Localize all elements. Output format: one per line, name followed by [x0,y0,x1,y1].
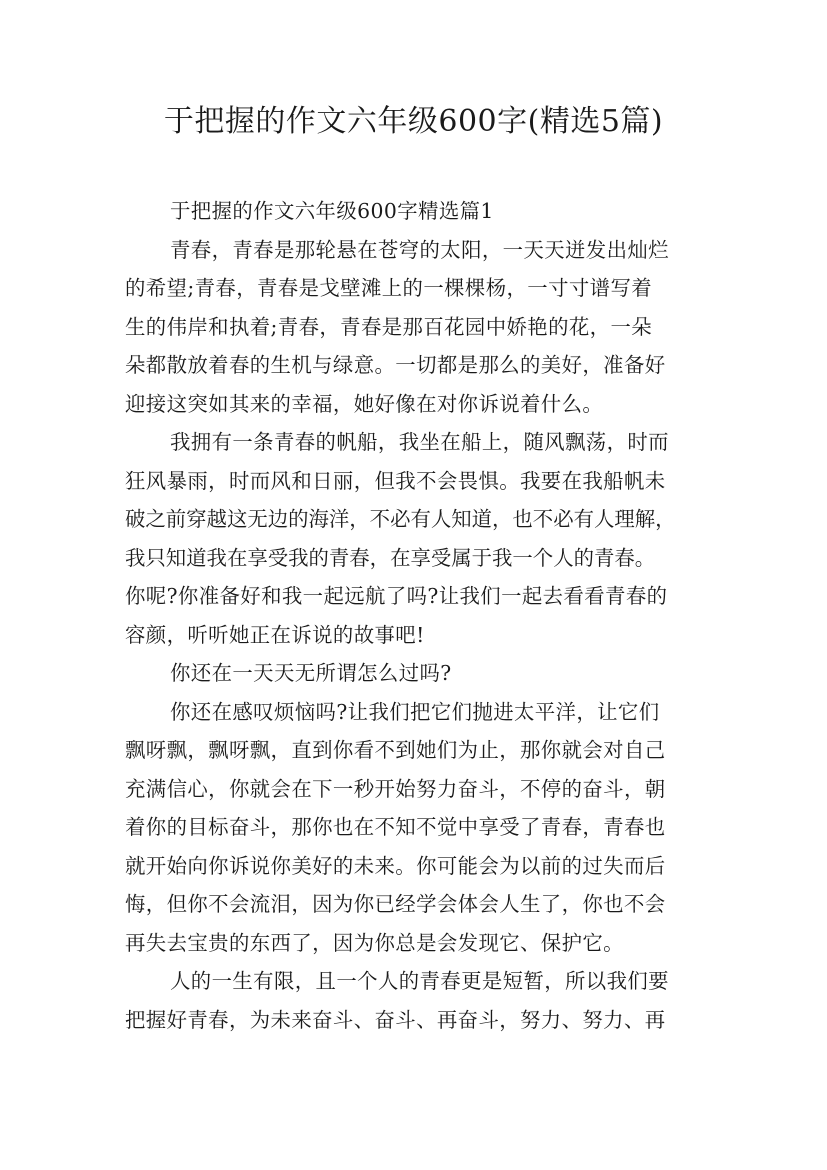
document-body [125,192,715,1039]
document-title: 于把握的作文六年级600字(精选5篇) [163,104,664,139]
paragraph-line: 你还在一天天无所谓怎么过吗? [170,661,452,685]
paragraph-line: 就开始向你诉说你美好的未来。你可能会为以前的过失而后 [125,853,666,878]
paragraph-line: 我拥有一条青春的帆船，我坐在船上，随风飘荡，时而 [170,430,669,454]
paragraph-line: 破之前穿越这无边的海洋，不必有人知道，也不必有人理解， [125,507,676,531]
section-heading: 于把握的作文六年级600字精选篇1 [170,199,494,223]
paragraph-line: 悔，但你不会流泪，因为你已经学会体会人生了，你也不会 [125,892,666,916]
paragraph-line: 狂风暴雨，时而风和日丽，但我不会畏惧。我要在我船帆未 [125,468,666,493]
paragraph-line: 青春，青春是那轮悬在苍穹的太阳，一天天迸发出灿烂 [170,237,669,262]
paragraph-line: 的希望;青春，青春是戈壁滩上的一棵棵杨，一寸寸谱写着 [125,276,653,300]
paragraph-line: 飘呀飘，飘呀飘，直到你看不到她们为止，那你就会对自己 [125,738,666,762]
paragraph-line: 容颜，听听她正在诉说的故事吧! [125,622,425,647]
paragraph-line: 再失去宝贵的东西了，因为你总是会发现它、保护它。 [125,930,624,955]
paragraph-line: 朵都散放着春的生机与绿意。一切都是那么的美好，准备好 [125,353,666,377]
paragraph-line: 把握好青春，为未来奋斗、奋斗、再奋斗，努力、努力、再 [125,1007,666,1032]
paragraph-line: 着你的目标奋斗，那你也在不知不觉中享受了青春，青春也 [125,815,666,839]
paragraph-line: 人的一生有限，且一个人的青春更是短暂，所以我们要 [170,969,669,993]
paragraph-line: 充满信心，你就会在下一秒开始努力奋斗，不停的奋斗，朝 [125,776,666,801]
paragraph-line: 你还在感叹烦恼吗?让我们把它们抛进太平洋，让它们 [170,699,660,724]
paragraph-line: 你呢?你准备好和我一起远航了吗?让我们一起去看看青春的 [125,584,668,608]
paragraph-line: 我只知道我在享受我的青春，在享受属于我一个人的青春。 [125,545,656,570]
paragraph-line: 迎接这突如其来的幸福，她好像在对你诉说着什么。 [125,391,604,416]
paragraph-line: 生的伟岸和执着;青春，青春是那百花园中娇艳的花，一朵 [125,314,653,339]
